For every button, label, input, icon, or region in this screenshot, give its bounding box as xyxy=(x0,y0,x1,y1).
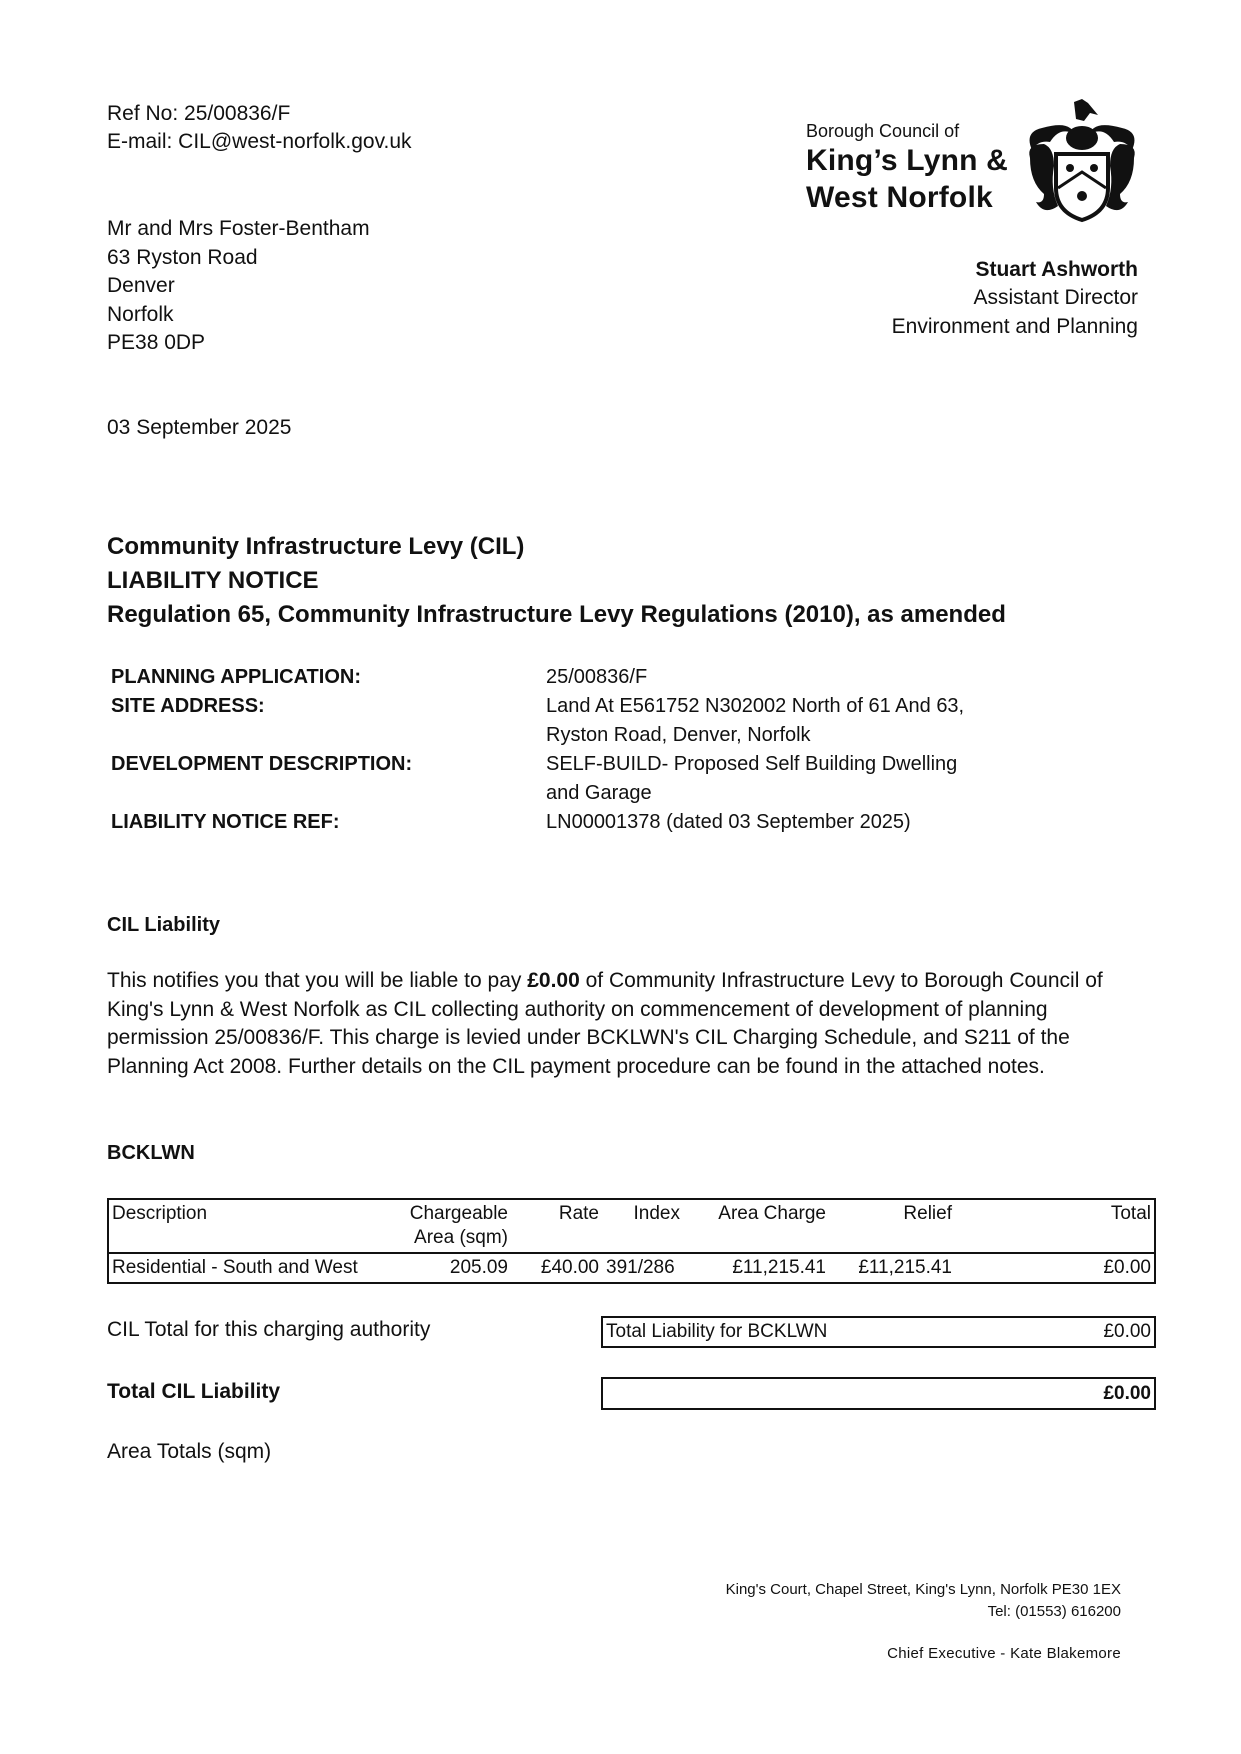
header-description: Description xyxy=(112,1203,208,1224)
area-totals-label: Area Totals (sqm) xyxy=(107,1440,272,1463)
recipient-name: Mr and Mrs Foster-Bentham xyxy=(107,217,370,240)
paragraph-text: of Community Infrastructure Levy to Borough Council of King's Lynn & West Norfolk as CIL collecting authority on commencement of development of planning permission 25/00836/F. This charge is levied under BCKLWN's CIL Charging Schedule, and S211 of the Planning Act 2008. Further details on the CIL payment procedure can be found in the attached notes. xyxy=(107,969,1103,1078)
reference-number: Ref No: 25/00836/F xyxy=(107,102,291,125)
authority-box-label: Total Liability for BCKLWN xyxy=(606,1321,828,1342)
liability-paragraph xyxy=(107,967,1147,1081)
notice-heading xyxy=(107,530,1006,632)
field-row xyxy=(111,750,1066,808)
field-value: SELF-BUILD- Proposed Self Building Dwelling xyxy=(546,753,958,775)
authority-total-label: CIL Total for this charging authority xyxy=(107,1318,431,1341)
header-index: Index xyxy=(633,1203,680,1224)
header-total: Total xyxy=(1110,1203,1151,1224)
header-relief: Relief xyxy=(903,1203,952,1224)
cell-index: 391/286 xyxy=(606,1257,675,1278)
header-text: Area (sqm) xyxy=(414,1227,508,1248)
footer-address xyxy=(726,1579,1121,1623)
table-row xyxy=(108,1253,1155,1283)
recipient-line: Denver xyxy=(107,274,175,297)
email-address: E-mail: CIL@west-norfolk.gov.uk xyxy=(107,130,412,153)
field-value: and Garage xyxy=(546,782,652,804)
cell-relief: £11,215.41 xyxy=(858,1257,952,1278)
recipient-line: Norfolk xyxy=(107,302,174,326)
table-header-row xyxy=(108,1199,1155,1253)
header-chargeable-area xyxy=(385,1199,511,1253)
council-logo-text xyxy=(806,120,1008,216)
total-cil-label: Total CIL Liability xyxy=(107,1380,281,1403)
letter-date: 03 September 2025 xyxy=(107,416,292,439)
authority-title: BCKLWN xyxy=(107,1142,195,1164)
signatory-title: Assistant Director xyxy=(973,286,1138,309)
total-cil-value: £0.00 xyxy=(1103,1382,1151,1404)
field-label: PLANNING APPLICATION: xyxy=(111,666,361,688)
field-value: Ryston Road, Denver, Norfolk xyxy=(546,724,811,746)
field-value: 25/00836/F xyxy=(546,666,648,688)
cil-charge-table xyxy=(107,1198,1156,1284)
cell-description: Residential - South and West xyxy=(112,1257,358,1278)
paragraph-text: This notifies you that you will be liable to pay xyxy=(107,969,528,992)
cell-area-charge: £11,215.41 xyxy=(732,1257,826,1278)
field-label: SITE ADDRESS: xyxy=(111,695,265,717)
authority-box-value: £0.00 xyxy=(1103,1321,1151,1342)
logo-line-2: King’s Lynn & xyxy=(806,144,1009,177)
liability-amount: £0.00 xyxy=(527,969,580,992)
heading-line: Community Infrastructure Levy (CIL) xyxy=(107,533,525,560)
field-value: Land At E561752 N302002 North of 61 And 63, xyxy=(546,695,965,717)
header-rate: Rate xyxy=(558,1203,599,1224)
header-text: Chargeable xyxy=(409,1203,508,1224)
footer-address-line: King's Court, Chapel Street, King's Lynn, Norfolk PE30 1EX xyxy=(725,1581,1121,1598)
field-row xyxy=(111,663,1066,692)
cell-area: 205.09 xyxy=(449,1257,508,1278)
cell-rate: £40.00 xyxy=(540,1257,599,1278)
logo-line-3: West Norfolk xyxy=(806,181,993,214)
cil-liability-title: CIL Liability xyxy=(107,914,220,936)
authority-total-box xyxy=(601,1316,1156,1348)
field-row xyxy=(111,808,1066,837)
header-area-charge: Area Charge xyxy=(718,1203,826,1224)
signatory-department: Environment and Planning xyxy=(891,315,1138,338)
signatory-name: Stuart Ashworth xyxy=(975,258,1138,281)
application-details xyxy=(111,663,1066,837)
field-value: LN00001378 (dated 03 September 2025) xyxy=(546,811,911,833)
coat-of-arms-icon xyxy=(1022,98,1142,226)
footer-chief-executive: Chief Executive - Kate Blakemore xyxy=(887,1645,1121,1662)
recipient-address xyxy=(107,215,370,358)
field-label: DEVELOPMENT DESCRIPTION: xyxy=(111,753,413,775)
logo-line-1: Borough Council of xyxy=(806,121,960,141)
field-label: LIABILITY NOTICE REF: xyxy=(111,811,340,833)
field-row xyxy=(111,692,1066,750)
footer-telephone: Tel: (01553) 616200 xyxy=(987,1603,1121,1620)
cell-total: £0.00 xyxy=(1103,1257,1151,1278)
heading-line: Regulation 65, Community Infrastructure Levy Regulations (2010), as amended xyxy=(107,601,1006,628)
recipient-line: 63 Ryston Road xyxy=(107,245,258,269)
recipient-postcode: PE38 0DP xyxy=(107,331,206,354)
total-cil-box xyxy=(601,1377,1156,1410)
heading-line: LIABILITY NOTICE xyxy=(107,567,319,594)
